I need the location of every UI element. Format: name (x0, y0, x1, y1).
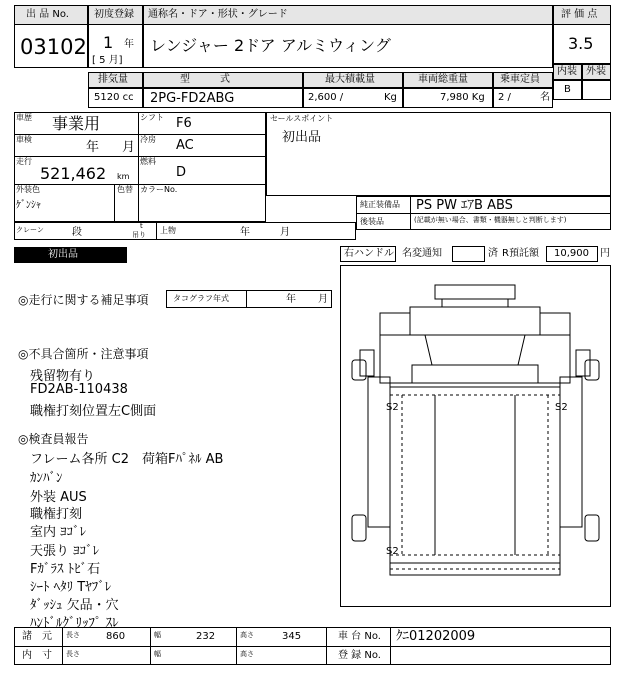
tacho-year: 年 (286, 294, 296, 305)
rhd: 右ハンドル (344, 248, 394, 259)
damage-mark-left: S2 (386, 402, 399, 413)
height-label: 高さ (240, 631, 254, 639)
model-code-label: 型 式 (180, 74, 230, 85)
shaken-month: 月 (122, 140, 136, 155)
gross-weight-label: 車両総重量 (418, 74, 468, 85)
recycle-label: 済 (488, 248, 498, 259)
crane-month: 月 (280, 227, 290, 238)
capacity-unit: 名 (540, 92, 550, 103)
crane-year: 年 (240, 227, 250, 238)
std-equip-label: 純正装備品 (360, 200, 400, 209)
tacho-month: 月 (318, 294, 328, 305)
aftermarket-label: 後装品 (360, 217, 384, 226)
name-change-label: 名変通知 (402, 248, 442, 259)
fuel: D (176, 165, 187, 180)
width-value: 232 (196, 631, 216, 642)
crane-step: 段 (72, 227, 82, 238)
interior-grade-label: 内装 (557, 66, 577, 77)
sales-point: 初出品 (282, 130, 322, 145)
inspector-line: ｶﾝﾊﾞﾝ (30, 471, 63, 486)
inspector-line: フレーム各所 C2 荷箱Fﾊﾟﾈﾙ AB (30, 452, 224, 467)
inspector-line: 天張り ﾖｺﾞﾚ (30, 544, 100, 559)
max-load-label: 最大積載量 (325, 74, 375, 85)
defect-line: 残留物有り (30, 369, 96, 384)
crane-label: クレーン (16, 226, 44, 234)
crane-ton: t (140, 222, 143, 230)
shaken-label: 車検 (16, 135, 32, 144)
fuel-label: 燃料 (140, 157, 156, 166)
shift-label: シフト (140, 113, 164, 122)
length-label: 長さ (66, 631, 80, 639)
chassis-number: ｸﾆ01202009 (396, 629, 476, 644)
ext-color: ｹﾞﾝｼｬ (16, 200, 41, 211)
lot-no-label: 出 品 No. (26, 9, 69, 20)
displacement: 5120 cc (94, 92, 134, 103)
defects-title: ◎不具合箇所・注意事項 (18, 347, 149, 361)
max-load-unit: Kg (384, 92, 397, 103)
max-load: 2,600 / (308, 92, 344, 103)
mileage: 521,462 (40, 164, 107, 183)
recycle-fee: 10,900 (554, 248, 589, 259)
mileage-label: 走行 (16, 157, 32, 166)
first-listing-text: 初出品 (48, 249, 78, 260)
inspector-line: 職権打刻 (30, 507, 83, 522)
inspector-line: ﾊﾝﾄﾞﾙｸﾞﾘｯﾌﾟ ｽﾚ (30, 616, 119, 631)
ac-label: 冷房 (140, 135, 156, 144)
model-desc-label: 通称名・ドア・形状・グレード (148, 9, 288, 20)
chassis-label: 車 台 No. (338, 631, 381, 642)
name-change-box (452, 246, 485, 262)
inspector-title: ◎検査員報告 (18, 432, 89, 446)
interior-grade: B (564, 84, 571, 95)
inspector-line: ｼｰﾄ ﾍﾀﾘ Tﾔﾌﾞﾚ (30, 580, 112, 595)
in-height-label: 高さ (240, 650, 254, 658)
eval-label: 評 価 点 (561, 9, 598, 20)
lot-no: 03102 (20, 35, 87, 59)
ext-color-label: 外装色 (16, 185, 40, 194)
history: 事業用 (52, 114, 101, 133)
model-name: レンジャー 2ドア アルミウィング (150, 36, 391, 55)
ac: AC (176, 138, 194, 153)
shift: F6 (176, 116, 192, 131)
in-width-label: 幅 (154, 650, 161, 658)
supplement-title: ◎走行に関する補足事項 (18, 293, 149, 307)
first-reg-year-unit: 年 (124, 39, 134, 50)
crane-row (14, 222, 356, 240)
first-reg-month: [ 5 月] (92, 55, 123, 66)
sales-point-label: セールスポイント (270, 114, 334, 123)
color-no-label: 色替 (117, 185, 133, 194)
truck-diagram (340, 265, 611, 607)
first-reg-year: 1 (103, 33, 114, 52)
width-label: 幅 (154, 631, 161, 639)
capacity: 2 / (498, 92, 511, 103)
damage-mark-rear: S2 (386, 546, 399, 557)
eval-score: 3.5 (568, 34, 594, 53)
gross-weight: 7,980 Kg (440, 92, 485, 103)
interior-dims-label: 内 寸 (22, 650, 52, 661)
inspector-line: 室内 ﾖｺﾞﾚ (30, 525, 87, 540)
aftermarket-note: (記載が無い場合、書類・機器無しと判断します) (414, 216, 567, 224)
specs-label: 諸 元 (22, 631, 52, 642)
capacity-label: 乗車定員 (500, 74, 540, 85)
displacement-label: 排気量 (98, 74, 128, 85)
sales-point-box (266, 112, 611, 196)
first-reg-label: 初度登録 (94, 9, 134, 20)
defect-line: FD2AB-110438 (30, 382, 128, 397)
tachograph-label: タコグラフ年式 (173, 294, 229, 303)
history-label: 車歴 (16, 113, 32, 122)
shaken-year: 年 (86, 140, 100, 155)
defect-line: 職権打刻位置左C側面 (30, 404, 157, 419)
reg-no-label: 登 録 No. (338, 650, 381, 661)
damage-mark-right: S2 (555, 402, 568, 413)
crane-mount-label: 上物 (160, 226, 176, 235)
exterior-grade-label: 外装 (586, 66, 606, 77)
crane-hang: 吊り (132, 231, 146, 239)
inspector-line: ﾀﾞｯｼｭ 欠品・穴 (30, 598, 119, 613)
color-code-label: カラーNo. (140, 185, 178, 194)
recycle-fee-label: R預託額 (502, 248, 539, 259)
recycle-unit: 円 (600, 248, 610, 259)
inspector-line: 外装 AUS (30, 490, 87, 505)
in-length-label: 長さ (66, 650, 80, 658)
inspector-line: Fｶﾞﾗｽ ﾄﾋﾞ石 (30, 562, 101, 577)
std-equip: PS PW ｴｱB ABS (416, 198, 513, 213)
exterior-grade-cell (582, 80, 611, 100)
model-code: 2PG-FD2ABG (150, 91, 235, 106)
length-value: 860 (106, 631, 126, 642)
mileage-unit: km (117, 172, 130, 181)
height-value: 345 (282, 631, 302, 642)
